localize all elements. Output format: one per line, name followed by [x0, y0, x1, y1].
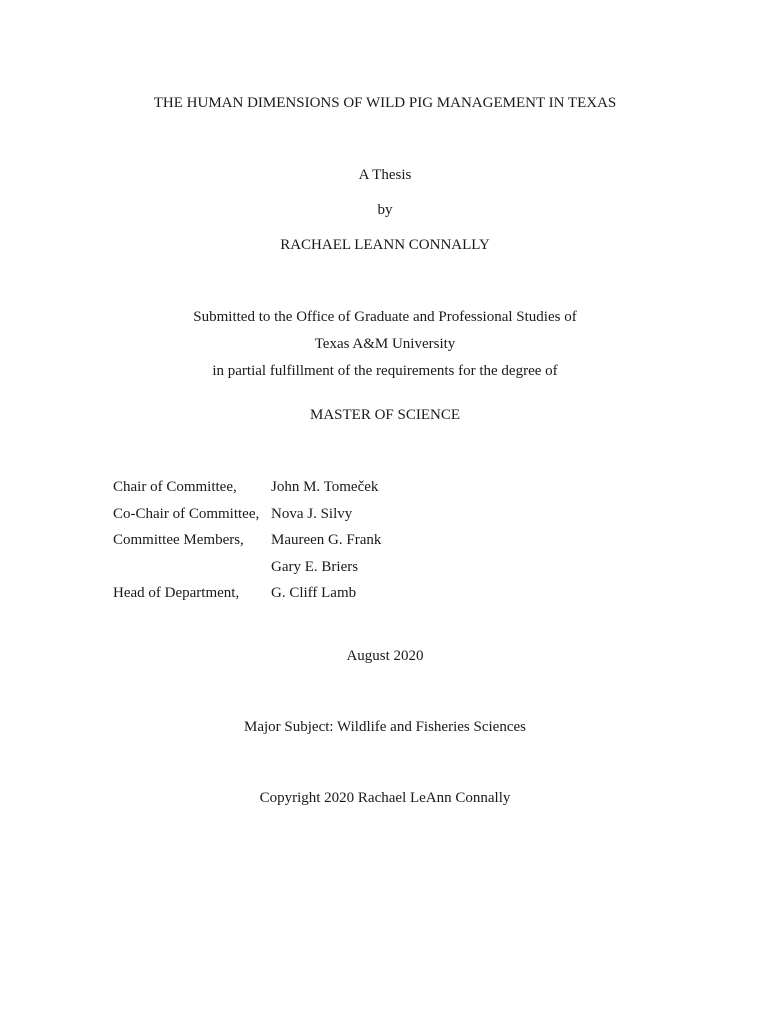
university-name: Texas A&M University — [314, 336, 456, 352]
author-name: RACHAEL LEANN CONNALLY — [280, 237, 490, 253]
submission-date: August 2020 — [346, 648, 424, 664]
by-label: by — [377, 202, 393, 218]
submission-statement: Submitted to the Office of Graduate and Professional Studies of — [193, 309, 577, 325]
committee-role: Co-Chair of Committee, — [113, 505, 260, 522]
committee-member-name: G. Cliff Lamb — [271, 585, 357, 601]
committee-role: Chair of Committee, — [113, 479, 237, 495]
copyright-notice: Copyright 2020 Rachael LeAnn Connally — [259, 790, 511, 806]
committee-role: Head of Department, — [113, 585, 240, 601]
degree-name: MASTER OF SCIENCE — [309, 407, 461, 423]
major-subject: Major Subject: Wildlife and Fisheries Sciences — [244, 719, 526, 735]
document-type: A Thesis — [358, 167, 412, 183]
thesis-title: THE HUMAN DIMENSIONS OF WILD PIG MANAGEMENT IN TEXAS — [153, 95, 617, 111]
committee-member-name: Gary E. Briers — [271, 558, 359, 575]
fulfillment-statement: in partial fulfillment of the requirements for the degree of — [212, 363, 558, 379]
committee-member-name: John M. Tomeček — [271, 479, 379, 495]
committee-role: Committee Members, — [113, 532, 244, 548]
committee-member-name: Maureen G. Frank — [271, 532, 382, 548]
committee-member-name: Nova J. Silvy — [271, 505, 353, 522]
